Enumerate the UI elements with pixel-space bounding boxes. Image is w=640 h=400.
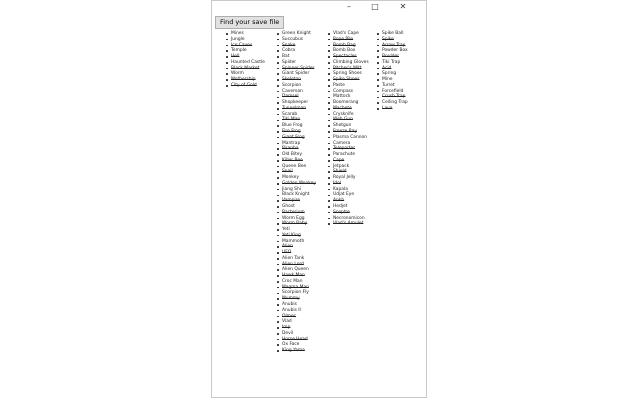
list-item-label: Spike Ball: [382, 31, 404, 36]
list-item-label: Pitcher's Mitt: [333, 65, 362, 71]
list-item-label: Plasma Cannon: [333, 134, 367, 140]
list-item-label: Bomb Bag: [333, 42, 356, 48]
list-item-label: Spinner Spider: [282, 65, 315, 71]
list-item-label: Scarab: [282, 111, 298, 117]
list-item-label: Lava: [382, 105, 393, 111]
list-item-label: Boomerang: [333, 100, 359, 106]
list-item-label: Spring Shoes: [333, 71, 362, 77]
list-item: [275, 348, 316, 354]
list-item-label: Spike: [382, 36, 394, 42]
list-monsters: [275, 31, 316, 354]
list-item-label: Piranha: [282, 146, 299, 152]
list-item-label: Cape: [333, 157, 345, 163]
list-item-label: Succubus: [282, 36, 304, 42]
list-item-label: Mothership: [231, 77, 256, 83]
list-item-label: Sceptre: [333, 209, 350, 215]
list-item-label: Old Bitey: [282, 152, 303, 158]
list-item-label: Snake: [282, 42, 296, 48]
list-item-label: Acid: [382, 65, 392, 71]
list-item-label: Vlad's Cape: [333, 31, 359, 36]
list-item-label: Croc Man: [282, 278, 303, 284]
list-item-label: Shield: [333, 169, 347, 175]
list-item-label: Monkey: [282, 175, 299, 181]
list-item-label: Hell: [231, 54, 240, 60]
list-item-label: Kapala: [333, 186, 348, 192]
list-item-label: Tiki Man: [282, 117, 301, 123]
list-item-label: Powder Box: [382, 48, 408, 54]
list-item-label: Jungle: [231, 36, 245, 42]
list-item-label: Caveman: [282, 88, 303, 94]
list-item-label: Snail: [282, 169, 293, 175]
list-item-label: Imp: [282, 325, 291, 331]
list-item-label: Tiki Trap: [382, 59, 401, 65]
list-item-label: Queen Bee: [282, 163, 307, 169]
list-item-label: Mattock: [333, 94, 351, 100]
app-window: [211, 0, 427, 398]
list-item-label: Web Gun: [333, 117, 353, 123]
list-item-label: Teleporter: [333, 146, 356, 152]
list-item-label: Haunted Castle: [231, 59, 265, 65]
list-item-label: Bacterium: [282, 209, 305, 215]
list-item-label: Fire Frog: [282, 129, 301, 135]
list-item-label: Blue Frog: [282, 123, 303, 129]
list-item-label: Killer Bee: [282, 157, 303, 163]
list-item-label: Mantrap: [282, 140, 301, 146]
list-item-label: Forcefield: [382, 88, 404, 94]
list-item-label: Crysknife: [333, 111, 354, 117]
list-item: [375, 106, 408, 112]
list-item-label: Green Knight: [282, 31, 311, 36]
list-item-label: Climbing Gloves: [333, 59, 369, 65]
list-item-label: King Yama: [282, 348, 305, 354]
list-item-label: Alien Queen: [282, 267, 309, 273]
list-item-label: Necronomicon: [333, 215, 365, 221]
list-item-label: Yeti: [282, 227, 290, 233]
list-item-label: Bat: [282, 54, 290, 60]
list-item-label: Idol: [333, 180, 341, 186]
list-item-label: Vlad: [282, 319, 292, 325]
list-item-label: Machete: [333, 105, 352, 111]
list-item-label: Shopkeeper: [282, 100, 309, 106]
list-item-label: Shotgun: [333, 123, 352, 129]
maximize-icon[interactable]: □: [371, 2, 379, 11]
list-item-label: Jiang Shi: [282, 186, 301, 192]
list-item-label: Compass: [333, 88, 354, 94]
list-item-label: Mummy: [282, 296, 300, 302]
list-item-label: Magma Man: [282, 284, 309, 290]
list-item-label: Yeti King: [282, 232, 301, 238]
list-item-label: Tunnelman: [282, 105, 307, 111]
list-item-label: Ankh: [333, 198, 345, 204]
list-item-label: Parachute: [333, 152, 356, 158]
list-item-label: Alien Tank: [282, 255, 305, 261]
list-item-label: Ghost: [282, 203, 295, 209]
list-item-label: Spike Shoes: [333, 77, 360, 83]
list-item-label: Vlad's Amulet: [333, 221, 364, 227]
list-item-label: Bomb Box: [333, 48, 356, 54]
list-item-label: Rope Pile: [333, 36, 354, 42]
close-icon[interactable]: ✕: [399, 2, 407, 11]
list-item-label: Camera: [333, 140, 351, 146]
list-item-label: Olmec: [282, 313, 297, 319]
list-item-label: Mine: [382, 77, 393, 83]
list-item-label: Spider: [282, 59, 297, 65]
list-items: [326, 31, 369, 227]
list-item-label: Worm Egg: [282, 215, 305, 221]
list-item-label: Anubis: [282, 301, 297, 307]
list-item-label: Ceiling Trap: [382, 100, 408, 106]
list-item-label: Crush Trap: [382, 94, 406, 100]
list-item: [224, 83, 265, 89]
list-item-label: Royal Jelly: [333, 175, 356, 181]
list-item-label: Horse Head: [282, 336, 308, 342]
list-item-label: Damsel: [282, 94, 299, 100]
list-item-label: Udjat Eye: [333, 192, 355, 198]
list-item-label: Skeleton: [282, 77, 301, 83]
list-item-label: Paste: [333, 82, 345, 88]
list-item-label: Spectacles: [333, 54, 357, 60]
list-item-label: Anubis II: [282, 307, 301, 313]
list-item-label: Black Knight: [282, 192, 310, 198]
list-item: [326, 221, 369, 227]
list-item-label: Alien Lord: [282, 261, 304, 267]
list-item-label: Spring: [382, 71, 397, 77]
list-item-label: Temple: [231, 48, 247, 54]
list-traps: [375, 31, 408, 112]
find-save-file-button[interactable]: Find your save file: [215, 16, 284, 29]
list-item-label: Cobra: [282, 48, 296, 54]
list-item-label: Turret: [382, 82, 395, 88]
list-item-label: Mines: [231, 31, 244, 36]
list-item-label: Ox Face: [282, 342, 300, 348]
list-item-label: Black Market: [231, 65, 260, 71]
minimize-icon[interactable]: –: [347, 2, 351, 11]
list-item-label: City of Gold: [231, 82, 257, 88]
list-item-label: Alien: [282, 244, 293, 250]
list-item-label: Hedjet: [333, 203, 348, 209]
list-item-label: Ice Caves: [231, 42, 253, 48]
list-item-label: Worm Baby: [282, 221, 308, 227]
list-item-label: Hawk Man: [282, 273, 305, 279]
list-item-label: Jetpack: [333, 163, 350, 169]
list-areas: [224, 31, 265, 89]
list-item-label: Devil: [282, 330, 294, 336]
list-item-label: Mammoth: [282, 238, 305, 244]
list-item-label: Giant Spider: [282, 71, 310, 77]
list-item-label: Boulder: [382, 54, 399, 60]
list-item-label: Vampire: [282, 198, 301, 204]
list-item-label: Freeze Ray: [333, 129, 357, 135]
list-item-label: Golden Monkey: [282, 180, 316, 186]
list-item-label: Scorpion Fly: [282, 290, 309, 296]
title-bar: [212, 1, 426, 13]
list-item-label: Arrow Trap: [382, 42, 406, 48]
list-item-label: Scorpion: [282, 82, 302, 88]
list-item-label: Worm: [231, 71, 244, 77]
list-item-label: Giant Frog: [282, 134, 305, 140]
list-item-label: UFO: [282, 250, 292, 256]
